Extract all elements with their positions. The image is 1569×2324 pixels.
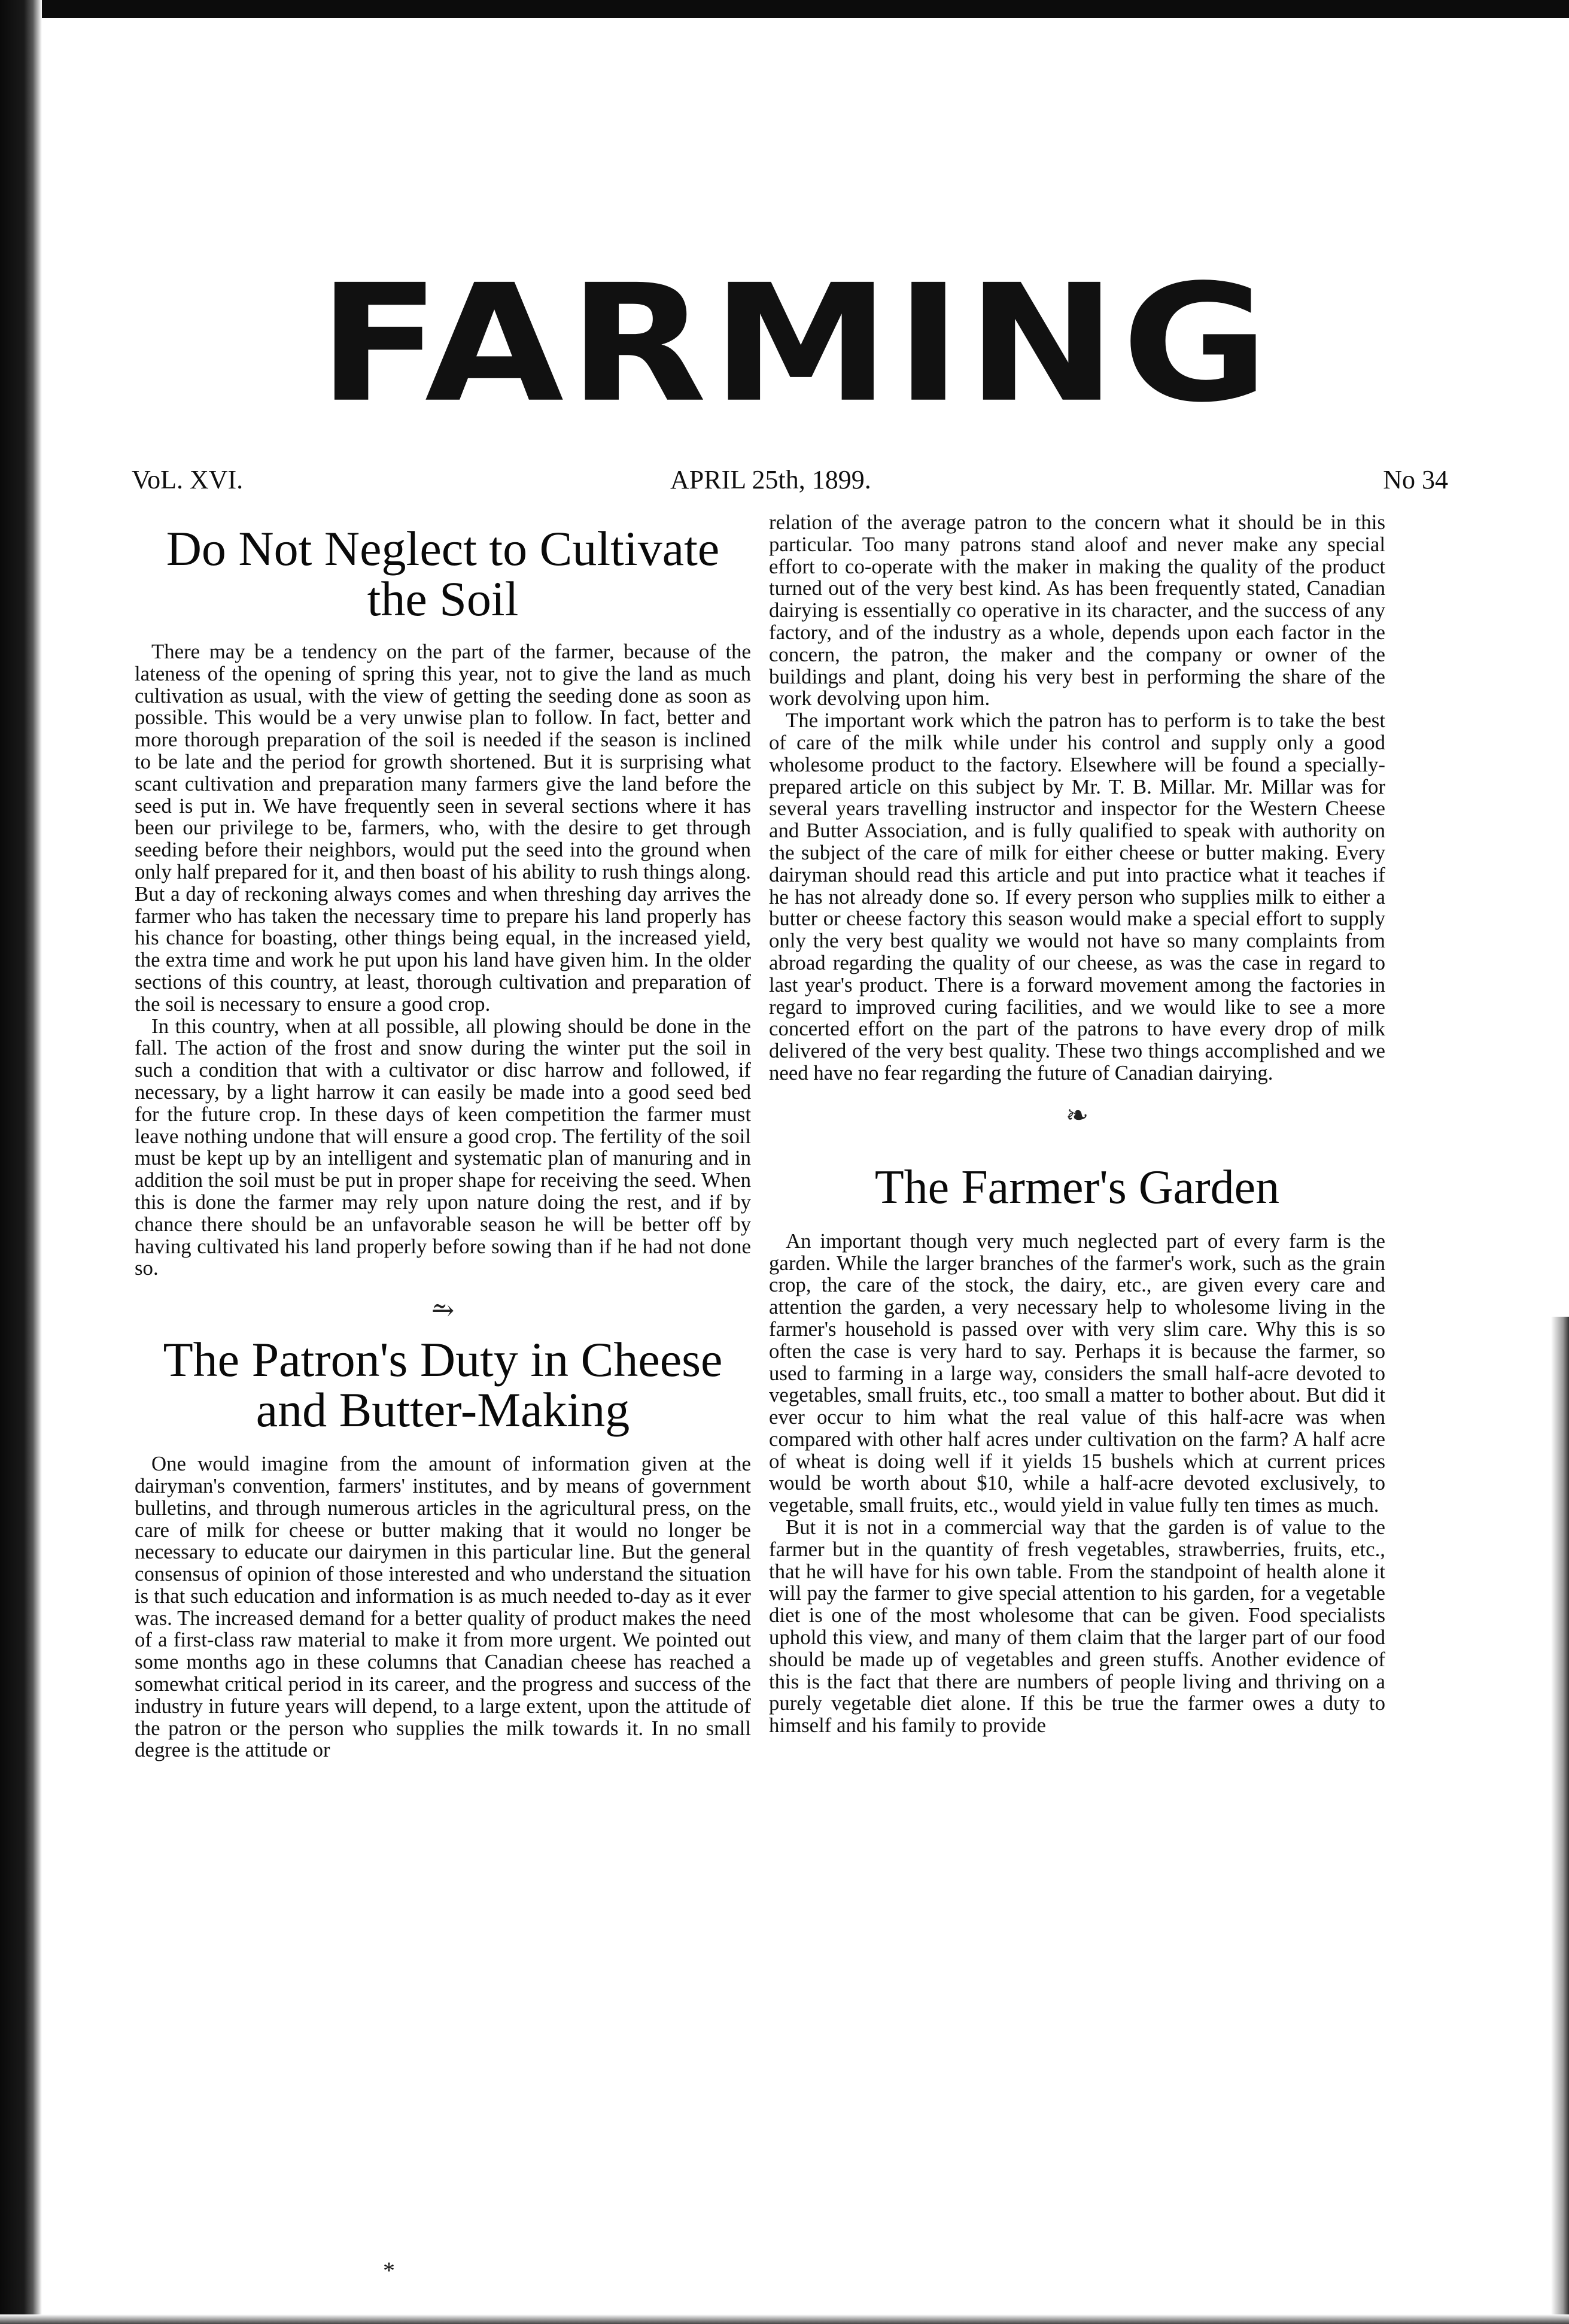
footer-mark: * xyxy=(383,2257,395,2284)
issue-number: No 34 xyxy=(1383,465,1448,494)
page-edge-top xyxy=(0,0,1569,18)
article-paragraph: In this country, when at all possible, all plowing should be done in the fall. The action of the frost and snow during the winter put the soil in such a condition that with a cultivator or disc harrow and followed, if necessary, by a light harrow it can easily be made into a good seed bed for the future crop. In these days of keen competition the farmer must leave nothing undone that will ensure a good crop. The fertility of the soil must be kept up by an intelligent and systematic plan of manuring and in addition the soil must be put in proper shape for receiving the seed. When this is done the farmer may rely upon nature doing the rest, and if by chance there should be an unfavorable season he will be better off by having cultivated his land properly before sowing than if he had not done so. xyxy=(135,1014,751,1280)
volume-label: VoL. XVI. xyxy=(132,465,244,494)
section-ornament: ❧ xyxy=(1065,1099,1089,1131)
page-edge-right xyxy=(1551,1317,1569,2324)
issue-date: APRIL 25th, 1899. xyxy=(670,465,871,494)
section-ornament: ⥲ xyxy=(431,1295,455,1326)
article-title-farmers-garden: The Farmer's Garden xyxy=(874,1161,1280,1214)
article-paragraph: But it is not in a commercial way that the garden is of value to the farmer but in the quantity of fresh vegetables, strawberries, fruits, etc., that he will have for his own table. From the standpoint of health alone it will pay the farmer to give special attention to his garden, for a vegetable diet is one of the most wholesome that can be given. Food specialists uphold this view, and many of them claim that the larger part of our food should be made up of vegetables and green stuffs. Another evidence of this is the fact that there are numbers of people living and thriving on a purely vegetable diet alone. If this be true the farmer owes a duty to himself and his family to provide xyxy=(769,1515,1385,1737)
article-paragraph: One would imagine from the amount of information given at the dairyman's convention, farmers' institutes, and by means of government bulletins, and through numerous articles in the agricultural press, on the care of milk for cheese or butter making that it would no longer be necessary to educate our dairymen in this particular line. But the general consensus of opinion of those interested and who understand the situation is that such education and information is as much needed to-day as it ever was. The increased demand for a better quality of product makes the need of a first-class raw material to make it from more urgent. We pointed out some months ago in these columns that Canadian cheese has reached a somewhat critical period in its career, and the progress and success of the industry in future years will depend, to a large extent, upon the attitude of the patron or the person who supplies the milk towards it. In no small degree is the attitude or xyxy=(135,1452,751,1762)
article-paragraph-continued: relation of the average patron to the concern what it should be in this particular. Too many patrons stand aloof and never make any special effort to co-operate with the maker in making the quality of the product turned out of the very best kind. As has been frequently stated, Canadian dairying is essentially co operative in its character, and the success of any factory, and of the industry as a whole, depends upon each factor in the concern, the patron, the maker and the company or owner of the buildings and plant, doing his very best in performing the share of the work devolving upon him. xyxy=(769,512,1385,710)
dateline xyxy=(132,462,1448,498)
left-column xyxy=(135,512,751,2170)
article-paragraph: The important work which the patron has to perform is to take the best of care of the milk while under his control and supply only a good wholesome product to the factory. Elsewhere will be found a specially-prepared article on this subject by Mr. T. B. Millar. Mr. Millar was for several years travelling instructor and inspector for the Western Cheese and Butter Association, and is fully qualified to speak with authority on the subject of the care of milk for either cheese or butter making. Every dairyman should read this article and put into practice what it teaches if he has not already done so. If every person who supplies milk to either a butter or cheese factory this season would make a special effort to supply only the very best quality we would not have so many complaints from abroad regarding the quality of our cheese, as was the case in regard to last year's product. There is a forward movement among the factories in regard to improved curing facilities, and we would like to see a more concerted effort on the part of the patrons to have every drop of milk delivered of the very best quality. These two things accomplished and we need have no fear regarding the future of Canadian dairying. xyxy=(769,709,1385,1084)
page-edge-left xyxy=(0,0,42,2324)
right-column xyxy=(769,512,1385,2170)
article-paragraph: There may be a tendency on the part of the farmer, because of the lateness of the opening of spring this year, not to give the land as much cultivation as usual, with the view of getting the seeding done as soon as possible. This would be a very unwise plan to follow. In fact, better and more thorough preparation of the soil is needed if the season is inclined to be late and the period for growth shortened. But it is surprising what scant cultivation and preparation many farmers give the land before the seed is put in. We have frequently seen in several sections where it has been our privilege to be, farmers, who, with the desire to get through seeding before their neighbors, would put the seed into the ground when only half prepared for it, and then boast of his ability to rush things along. But a day of reckoning always comes and when threshing day arrives the farmer who has taken the necessary time to prepare his land properly has his chance for boasting, other things being equal, in the increased yield, the extra time and work he put upon his land have given him. In the older sections of this country, at least, thorough cultivation and preparation of the soil is necessary to ensure a good crop. xyxy=(135,640,751,1016)
masthead-title: FARMING xyxy=(318,250,1274,438)
page-edge-bottom xyxy=(0,2314,1569,2324)
article-title-cultivate-soil: Do Not Neglect to Cultivate the Soil xyxy=(166,521,720,626)
article-paragraph: An important though very much neglected part of every farm is the garden. While the larger branches of the farmer's work, such as the grain crop, the care of the stock, the dairy, etc., are given every care and attention the garden, a very necessary help to wholesome living in the farmer's household is passed over with very slim care. Why this is so often the case is very hard to say. Perhaps it is because the farmer, so used to farming in a large way, considers the small half-acre devoted to vegetables, small fruits, etc., too small a matter to bother about. But did it ever occur to him what the real value of this half-acre was when compared with other half acres under cultivation on the farm? A half acre of wheat is doing well if it yields 15 bushels which at current prices would be worth about $10, while a half-acre devoted exclusively, to vegetable, small fruits, etc., would yield in value fully ten times as much. xyxy=(769,1229,1385,1517)
article-title-patrons-duty: The Patron's Duty in Cheese and Butter-Making xyxy=(163,1332,723,1438)
